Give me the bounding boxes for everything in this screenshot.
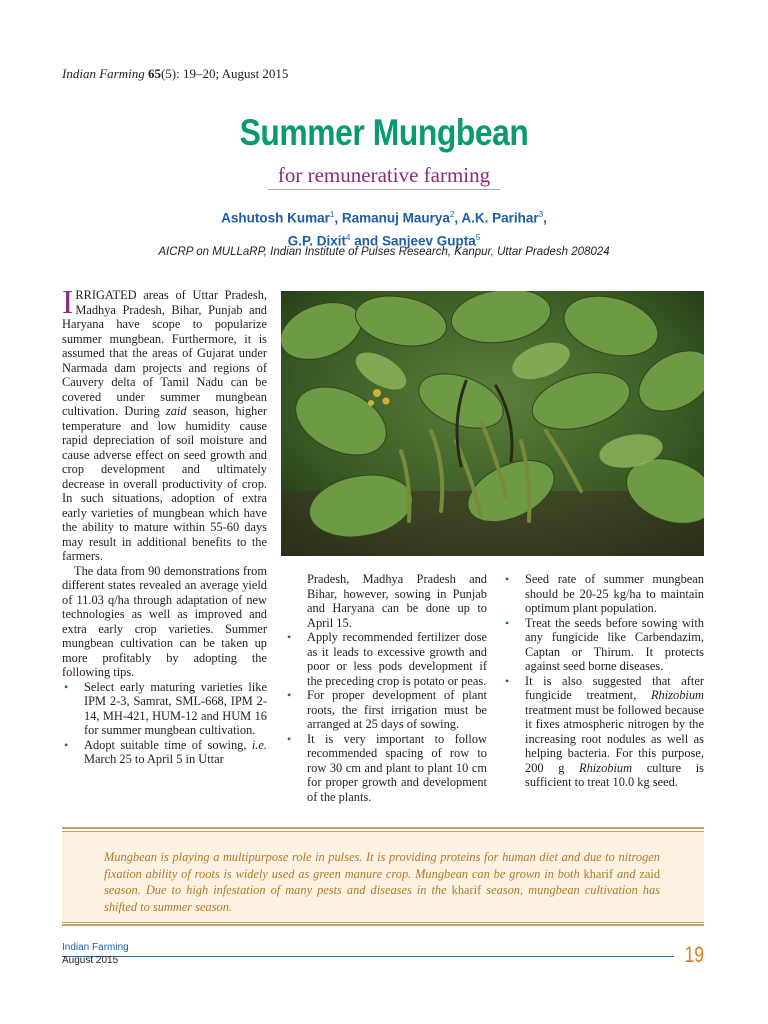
- box-border-bottom: [62, 924, 704, 926]
- body-column-2: [285, 572, 487, 804]
- mungbean-crop-photo: [281, 291, 704, 556]
- author: A.K. Parihar: [461, 210, 539, 226]
- list-item: • Adopt suitable time of sowing, i.e. March 25 to April 5 in Uttar: [64, 737, 267, 766]
- author: G.P. Dixit: [287, 233, 347, 248]
- issue-pages: (5): 19–20; August 2015: [160, 66, 289, 81]
- authors: [0, 205, 768, 250]
- affiliation: AICRP on MULLaRP, Indian Institute of Pulses Research, Kanpur, Uttar Pradesh 208024: [158, 246, 610, 258]
- list-item: • Treat the seeds before sowing with any fungicide like Carbendazim, Captan or Thirum. It protects against seed borne diseases.: [505, 615, 704, 673]
- bullet-continuation: Pradesh, Madhya Pradesh and Bihar, however, sowing in Punjab and Haryana can be done up to April 15.: [307, 572, 487, 630]
- page-number: 19: [684, 942, 705, 967]
- paragraph-2: The data from 90 demonstrations from different states revealed an average yield of 11.03 q/ha through adaptation of new technologies as well as improved and extra early crop varieties. Summer mungbean cultivation can be taken up more profitably by adopting the following tips.: [62, 563, 267, 679]
- mungbean-plant-image: [281, 291, 704, 556]
- bullet-icon: •: [64, 737, 69, 752]
- tips-list: [285, 630, 487, 804]
- volume: 65: [147, 66, 161, 81]
- body-column-3: [503, 572, 704, 790]
- journal-name: Indian Farming: [62, 66, 145, 81]
- tips-list: [503, 572, 704, 790]
- bullet-icon: •: [287, 630, 292, 644]
- body-column-1: [62, 284, 267, 767]
- tips-list: [62, 680, 267, 767]
- footer-date: August 2015: [62, 955, 119, 966]
- bullet-icon: •: [505, 615, 510, 630]
- author: Sanjeev Gupta: [382, 233, 476, 248]
- bullet-icon: •: [505, 572, 510, 586]
- list-item: • Seed rate of summer mungbean should be 20-25 kg/ha to maintain optimum plant population.: [505, 572, 704, 615]
- drop-cap: I: [62, 284, 74, 321]
- highlight-box-text: Mungbean is playing a multipurpose role in pulses. It is providing proteins for human diet and due to nitrogen fixation ability of roots is widely used as green manure crop. Mungbean can be grown in both kharif and zaid season. Due to high infestation of many pests and diseases in the kharif season, mungbean cultivation has shifted to summer season.: [104, 850, 661, 914]
- list-item: • Apply recommended fertilizer dose as it leads to excessive growth and poor or less pods development if the preceding crop is potato or peas.: [287, 630, 487, 688]
- list-item: • It is very important to follow recommended spacing of row to row 30 cm and plant to plant 10 cm for proper growth and development of the plants.: [287, 731, 487, 804]
- bullet-icon: •: [287, 688, 292, 702]
- bullet-icon: •: [64, 679, 69, 694]
- footer-journal: Indian Farming: [62, 942, 129, 953]
- list-item: • For proper development of plant roots, the first irrigation must be arranged at 25 days of sowing.: [287, 688, 487, 731]
- list-item: • It is also suggested that after fungicide treatment, Rhizobium treatment must be followed because it fixes atmospheric nitrogen by the increasing root nodules as well as helping bacteria. For this purpose, 200 g Rhizobium culture is sufficient to treat 10.0 kg seed.: [505, 673, 704, 789]
- bullet-icon: •: [505, 673, 510, 688]
- intro-paragraph: IRRIGATED areas of Uttar Pradesh, Madhya Pradesh, Bihar, Punjab and Haryana have scope to popularize summer mungbean. Furthermore, it is assumed that the areas of Gujarat under Narmada dam projects and regions of Cauvery delta of Tamil Nadu can be covered under summer mungbean cultivation. During zaid season, higher temperature and low humidity cause rapid depreciation of soil moisture and cause adverse effect on seed growth and crop development and ultimately decrease in overall productivity of crop. In such situations, adoption of extra early varieties of mungbean which have the ability to mature within 55-60 days may result in additional benefits to the farmers.: [62, 284, 267, 563]
- author: Ashutosh Kumar: [221, 210, 330, 226]
- authors-line-1: Ashutosh Kumar$^1$, Ramanuj Maurya$^2$, A.K. Parihar$^3$,: [221, 210, 547, 226]
- article-subtitle: for remunerative farming: [277, 163, 491, 187]
- author: Ramanuj Maurya: [341, 210, 450, 226]
- bullet-icon: •: [287, 731, 292, 746]
- authors-line-2: G.P. Dixit$^4$ and Sanjeev Gupta$^5$: [287, 232, 481, 248]
- box-border-top: [62, 827, 704, 829]
- citation: [62, 66, 288, 82]
- list-item: • Select early maturing varieties like IPM 2-3, Samrat, SML-668, IPM 2-14, MH-421, HUM-12 and HUM 16 for summer mungbean cultivation.: [64, 679, 267, 737]
- footer-rule: [62, 956, 674, 957]
- subtitle-underline: [268, 189, 500, 190]
- article-title: Summer Mungbean: [239, 112, 529, 153]
